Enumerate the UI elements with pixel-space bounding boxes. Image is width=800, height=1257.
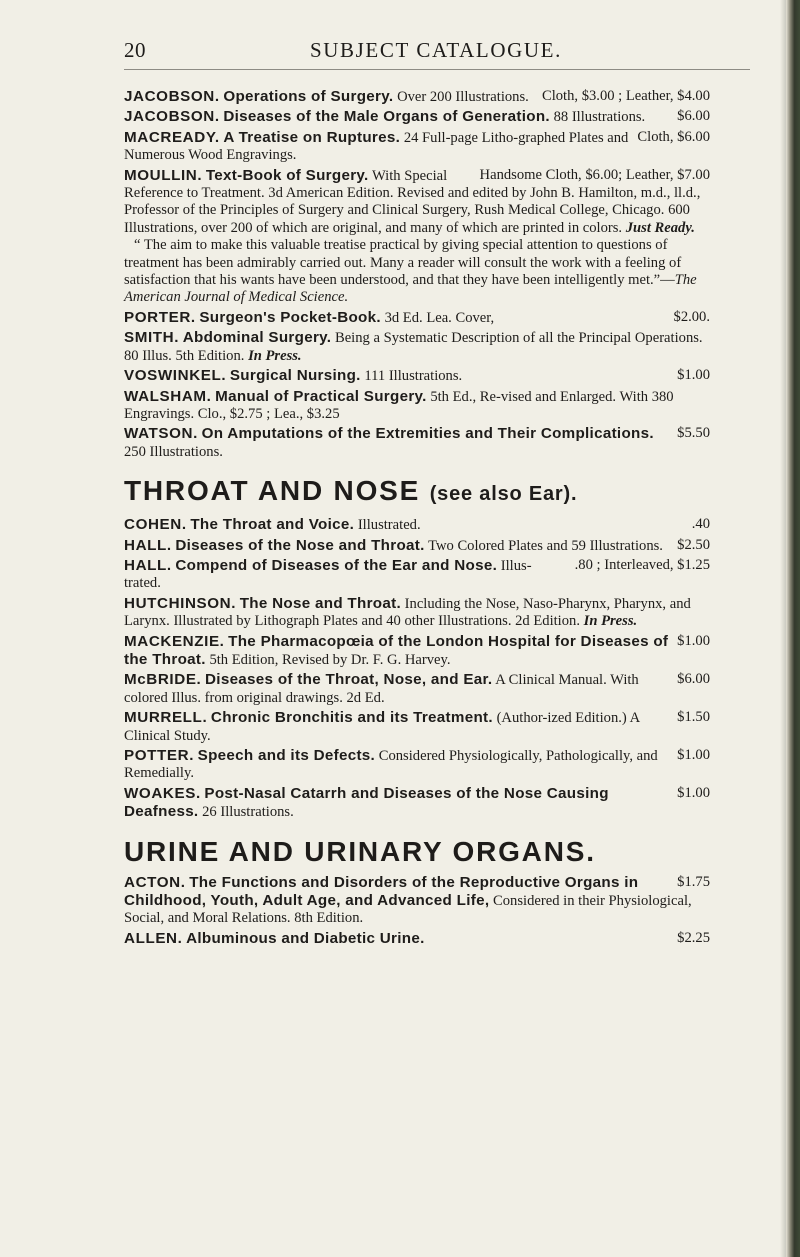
entry-price: $1.75: [677, 873, 710, 890]
entry-author: HALL.: [124, 536, 172, 554]
entry-author: MURRELL.: [124, 709, 208, 727]
entry-title: Albuminous and Diabetic Urine.: [186, 929, 425, 947]
section-heading-throat: [124, 475, 710, 510]
entry-price: $2.25: [677, 929, 710, 946]
entry-author: ACTON.: [124, 873, 186, 891]
urine-list: [124, 874, 710, 949]
entry-title: Operations of Surgery.: [223, 88, 394, 105]
entry-title: A Treatise on Ruptures.: [223, 128, 401, 146]
entry-price: Cloth, $6.00: [637, 128, 710, 145]
entry-author: WALSHAM.: [124, 387, 212, 405]
entry-author: MACREADY.: [124, 128, 220, 146]
catalogue-entry: [124, 388, 710, 424]
catalogue-entry: [124, 516, 710, 534]
running-head: SUBJECT CATALOGUE.: [310, 38, 562, 62]
entry-title: Speech and its Defects.: [197, 747, 376, 764]
entry-author: HALL.: [124, 556, 172, 574]
page-edge: [786, 0, 800, 1257]
entry-price: $5.50: [677, 425, 710, 442]
entry-detail: 3d Ed. Lea. Cover,: [384, 309, 495, 326]
entry-title: Diseases of the Throat, Nose, and Ear.: [205, 671, 493, 689]
entry-detail: Including the Nose, Naso-Pharynx, Pharynx, and Larynx. Illustrated by Lithograph Plates and 40 other Illustrations. 2d Edition.: [124, 595, 691, 630]
entry-author: WATSON.: [124, 425, 198, 443]
entry-author: WOAKES.: [124, 784, 201, 802]
entry-author: McBRIDE.: [124, 671, 202, 689]
entry-title: Manual of Practical Surgery.: [215, 387, 427, 405]
throat-list: [124, 516, 710, 822]
entry-title: Abdominal Surgery.: [182, 329, 332, 347]
entry-detail: With Special Reference to Treatment. 3d American Edition. Revised and edited by John B. Hamilton, m.d., ll.d., Professor of the Principles of Surgery and Clinical Surgery, Rush Medical College, Chicago. 600 Illustrations, over 200 of which are original, and many of which are printed in colors.: [124, 167, 701, 236]
entry-title: Diseases of the Nose and Throat.: [175, 536, 425, 554]
entry-title: The Functions and Disorders of the Reproductive Organs in Childhood, Youth, Adult Age, and Advanced Life,: [124, 873, 639, 910]
entry-author: COHEN.: [124, 516, 187, 534]
catalogue-entry: [124, 88, 710, 106]
entry-author: MOULLIN.: [124, 166, 203, 184]
header-rule: [124, 69, 750, 70]
surgery-list: [124, 88, 710, 461]
entry-detail: 5th Edition, Revised by Dr. F. G. Harvey.: [209, 651, 451, 668]
entry-author: VOSWINKEL.: [124, 367, 227, 385]
entry-detail: 250 Illustrations.: [124, 443, 223, 460]
entry-detail: 26 Illustrations.: [202, 804, 294, 821]
entry-detail: A Clinical Manual. With colored Illus. from original drawings. 2d Ed.: [124, 672, 639, 706]
entry-price: $1.00: [677, 367, 710, 384]
entry-detail: Considered Physiologically, Pathologically, and Remedially.: [124, 748, 658, 782]
catalogue-content: [124, 88, 710, 950]
section-heading-note: (see also Ear).: [429, 483, 578, 506]
catalogue-entry: [124, 537, 710, 555]
entry-author: PORTER.: [124, 308, 196, 326]
entry-detail: 111 Illustrations.: [364, 368, 463, 385]
section-heading-text: THROAT AND NOSE: [124, 475, 421, 507]
entry-author: JACOBSON.: [124, 108, 220, 126]
entry-price: $1.00: [677, 784, 710, 801]
entry-author: SMITH.: [124, 329, 180, 347]
entry-price: .40: [691, 516, 710, 533]
catalogue-entry: [124, 671, 710, 707]
catalogue-entry: [124, 309, 710, 327]
review-text: “ The aim to make this valuable treatise practical by giving special attention to questions of treatment has been admirably carried out. Many a reader will consult the work with a feeling of satisfaction that his wants have been understood, and that they have been intelligently met.”—: [124, 237, 682, 289]
entry-author: JACOBSON.: [124, 88, 220, 105]
catalogue-entry: [124, 633, 710, 670]
entry-detail: Two Colored Plates and 59 Illustrations.: [428, 537, 663, 554]
catalogue-entry: [124, 785, 710, 822]
catalogue-entry: [124, 167, 710, 307]
entry-detail: Over 200 Illustrations.: [397, 89, 529, 105]
entry-detail: 5th Ed., Re-vised and Enlarged. With 380 Engravings. Clo., $2.75 ; Lea., $3.25: [124, 388, 674, 422]
entry-detail: Illustrated.: [357, 517, 421, 534]
entry-price: Cloth, $3.00 ; Leather, $4.00: [541, 88, 710, 104]
entry-title: Surgeon's Pocket-Book.: [199, 308, 381, 326]
catalogue-entry: [124, 108, 710, 126]
entry-author: POTTER.: [124, 747, 195, 764]
entry-detail: 88 Illustrations.: [553, 109, 646, 126]
entry-price: .80 ; Interleaved, $1.25: [574, 556, 710, 573]
entry-detail: (Author-ized Edition.) A Clinical Study.: [124, 710, 640, 744]
entry-detail: 24 Full-page Litho-graphed Plates and Numerous Wood Engravings.: [124, 129, 629, 164]
entry-price: $2.00.: [673, 308, 710, 325]
entry-author: MACKENZIE.: [124, 632, 225, 650]
entry-title: Text-Book of Surgery.: [205, 166, 369, 184]
entry-price: $6.00: [677, 108, 710, 125]
entry-title: Compend of Diseases of the Ear and Nose.: [175, 556, 498, 574]
section-heading-text: URINE AND URINARY ORGANS.: [124, 835, 596, 867]
catalogue-entry: [124, 874, 710, 928]
catalogue-entry: [124, 595, 710, 631]
section-heading-urine: [124, 836, 710, 868]
entry-title: The Nose and Throat.: [239, 594, 401, 612]
catalogue-entry: [124, 747, 710, 783]
entry-price: $1.00: [677, 747, 710, 763]
catalogue-entry: [124, 709, 710, 745]
catalogue-entry: [124, 329, 710, 365]
entry-review-quote: [124, 237, 710, 307]
review-source: The American Journal of Medical Science.: [124, 272, 697, 306]
entry-title: Post-Nasal Catarrh and Diseases of the Nose Causing Deafness.: [124, 784, 609, 821]
entry-status: Just Ready.: [625, 219, 695, 236]
entry-price: $1.00: [677, 632, 710, 649]
entry-author: ALLEN.: [124, 929, 183, 947]
catalogue-entry: [124, 930, 710, 948]
entry-status: In Press.: [583, 613, 638, 630]
entry-status: In Press.: [248, 347, 302, 364]
entry-title: Diseases of the Male Organs of Generation.: [223, 108, 550, 126]
entry-price: $2.50: [677, 536, 710, 553]
entry-price: $1.50: [677, 709, 710, 726]
entry-detail: Illus-trated.: [124, 557, 532, 592]
entry-detail: Considered in their Physiological, Social, and Moral Relations. 8th Edition.: [124, 893, 692, 927]
entry-title: Surgical Nursing.: [229, 367, 361, 385]
entry-title: The Pharmacopœia of the London Hospital for Diseases of the Throat.: [124, 632, 669, 668]
page-header: [124, 38, 764, 72]
entry-title: The Throat and Voice.: [190, 516, 355, 534]
entry-title: On Amputations of the Extremities and Their Complications.: [201, 425, 654, 443]
catalogue-entry: [124, 425, 710, 461]
page-number: 20: [124, 38, 146, 62]
catalogue-entry: [124, 129, 710, 165]
entry-author: HUTCHINSON.: [124, 594, 237, 612]
catalogue-entry: [124, 557, 710, 593]
entry-title: Chronic Bronchitis and its Treatment.: [210, 709, 493, 727]
entry-detail: Being a Systematic Description of all the Principal Operations. 80 Illus. 5th Edition.: [124, 330, 703, 364]
entry-price: $6.00: [677, 671, 710, 688]
catalogue-entry: [124, 367, 710, 385]
entry-price: Handsome Cloth, $6.00; Leather, $7.00: [479, 166, 710, 183]
